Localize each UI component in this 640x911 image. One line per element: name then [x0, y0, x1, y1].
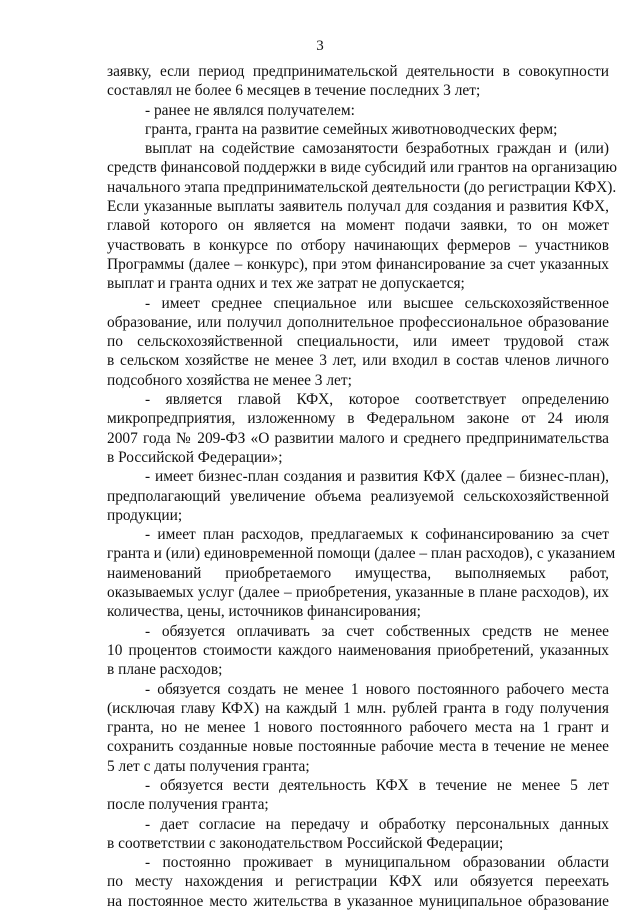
text-line: выплат и гранта одних и тех же затрат не допускается;: [107, 275, 465, 293]
text-line: 2007 года № 209-ФЗ «О развитии малого и среднего предпринимательства: [107, 429, 609, 447]
text-line: - обязуется оплачивать за счет собственных средств не менее: [145, 622, 609, 640]
text-line: 5 лет с даты получения гранта;: [107, 757, 310, 775]
text-line: в плане расходов;: [107, 661, 223, 679]
page-number: 3: [316, 38, 324, 54]
text-line: 10 процентов стоимости каждого наименования приобретений, указанных: [107, 641, 609, 659]
text-line: - обязуется вести деятельность КФХ в течение не менее 5 лет: [145, 776, 609, 794]
text-line: подсобного хозяйства не менее 3 лет;: [107, 371, 352, 389]
document-body: [107, 62, 618, 911]
text-line: Программы (далее – конкурс), при этом финансирование за счет указанных: [107, 255, 609, 273]
text-line: выплат на содействие самозанятости безработных граждан и (или): [145, 140, 609, 158]
text-line: по сельскохозяйственной специальности, или имеет трудовой стаж: [107, 333, 609, 351]
text-line: (исключая главу КФХ) на каждый 1 млн. рублей гранта в году получения: [107, 699, 609, 717]
text-line: на постоянное место жительства в указанное муниципальное образование: [107, 892, 609, 910]
text-line: - постоянно проживает в муниципальном образовании области: [145, 854, 609, 872]
text-line: количества, цены, источников финансирования;: [107, 603, 421, 621]
text-line: - обязуется создать не менее 1 нового постоянного рабочего места: [145, 680, 609, 698]
text-line: средств финансовой поддержки в виде субсидий или грантов на организацию: [107, 159, 618, 177]
text-line: сохранить созданные новые постоянные рабочие места в течение не менее: [107, 738, 609, 756]
text-line: гранта, но не менее 1 нового постоянного рабочего места на 1 грант и: [107, 719, 609, 737]
text-line: микропредприятия, изложенному в Федеральном законе от 24 июля: [107, 410, 609, 428]
text-line: начального этапа предпринимательской деятельности (до регистрации КФХ).: [107, 178, 617, 196]
text-line: составлял не более 6 месяцев в течение последних 3 лет;: [107, 82, 481, 100]
text-line: оказываемых услуг (далее – приобретения, указанные в плане расходов), их: [107, 584, 609, 602]
text-line: главой которого он является на момент подачи заявки, то он может: [107, 217, 609, 235]
text-line: - является главой КФХ, которое соответствует определению: [145, 391, 609, 409]
text-line: Если указанные выплаты заявитель получал для создания и развития КФХ,: [107, 198, 609, 216]
text-line: участвовать в конкурсе по отбору начинающих фермеров – участников: [107, 236, 609, 254]
text-line: - имеет бизнес-план создания и развития КФХ (далее – бизнес-план),: [145, 468, 609, 486]
text-line: после получения гранта;: [107, 796, 269, 814]
text-line: - имеет среднее специальное или высшее сельскохозяйственное: [145, 294, 609, 312]
text-line: в сельском хозяйстве не менее 3 лет, или входил в состав членов личного: [107, 352, 609, 370]
text-line: образование, или получил дополнительное профессиональное образование: [107, 313, 609, 331]
text-line: наименований приобретаемого имущества, выполняемых работ,: [107, 564, 609, 582]
text-line: по месту нахождения и регистрации КФХ или обязуется переехать: [107, 873, 609, 891]
text-line: продукции;: [107, 506, 183, 524]
text-line: - дает согласие на передачу и обработку персональных данных: [145, 815, 609, 833]
text-line: гранта и (или) единовременной помощи (далее – план расходов), с указанием: [107, 545, 616, 563]
text-line: заявку, если период предпринимательской деятельности в совокупности: [107, 63, 609, 80]
text-line: предполагающий увеличение объема реализуемой сельскохозяйственной: [107, 487, 609, 505]
text-line: в Российской Федерации»;: [107, 448, 283, 466]
text-line: - ранее не являлся получателем:: [145, 101, 355, 119]
text-line: в соответствии с законодательством Российской Федерации;: [107, 834, 504, 852]
text-line: гранта, гранта на развитие семейных животноводческих ферм;: [145, 120, 558, 138]
text-line: - имеет план расходов, предлагаемых к софинансированию за счет: [145, 526, 609, 544]
